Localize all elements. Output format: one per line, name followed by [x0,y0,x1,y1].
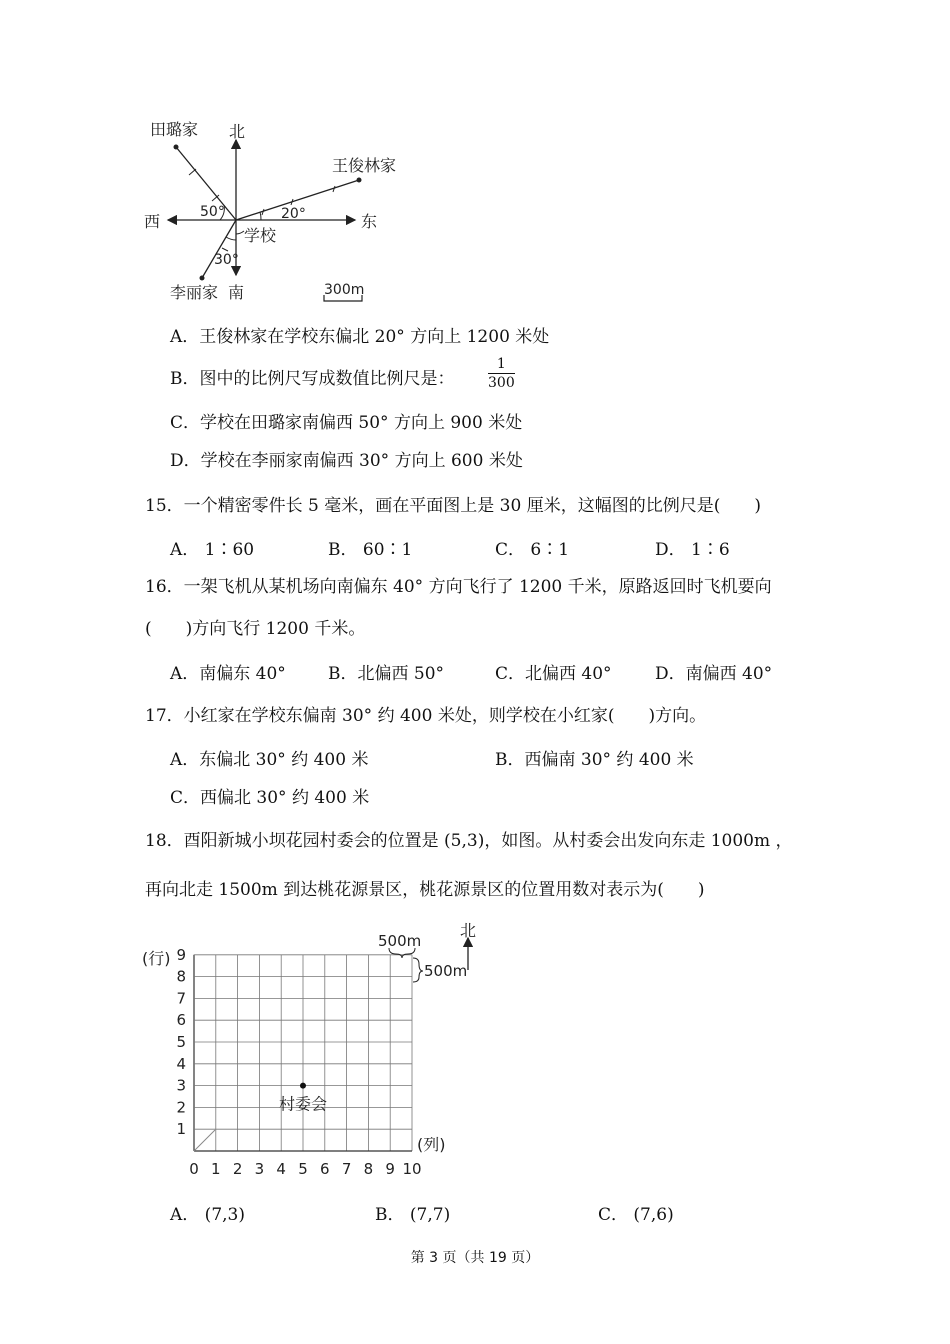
q14-option-d[interactable]: D．学校在李丽家南偏西 30° 方向上 600 米处 [170,451,523,471]
row-tick-label: 4 [176,1054,186,1073]
q14-option-b[interactable]: B．图中的比例尺写成数值比例尺是： [170,369,455,389]
q16-option-c[interactable]: C．北偏西 40° [495,664,612,684]
column-tick-label: 3 [254,1160,265,1178]
label-angle-50: 50° [200,204,225,220]
column-tick-label: 1 [211,1160,221,1178]
compass-figure [140,115,420,310]
row-tick-label: 6 [176,1011,186,1030]
tick [189,169,196,175]
row-tick-label: 1 [176,1120,186,1139]
wangjunlin-dot [357,178,362,183]
angle-arc-school [236,231,244,234]
label-scale: 300m [324,282,365,298]
q18-option-b[interactable]: B． (7,7) [375,1205,451,1225]
label-wangjunlin: 王俊林家 [332,156,397,175]
row-tick-labels [176,946,186,1138]
fraction-denominator: 300 [488,375,515,391]
q16-option-d[interactable]: D．南偏西 40° [655,664,773,684]
q17-option-c[interactable]: C．西偏北 30° 约 400 米 [170,788,370,808]
tick [222,248,228,251]
village-committee-point [300,1083,306,1089]
column-tick-label: 2 [232,1160,243,1178]
q17-stem: 17．小红家在学校东偏南 30° 约 400 米处，则学校在小红家( )方向。 [145,706,707,726]
fraction-numerator: 1 [488,356,515,374]
q18-stem-line2: 再向北走 1500m 到达桃花源景区，桃花源景区的位置用数对表示为( ) [145,880,705,900]
q16-stem-line1: 16．一架飞机从某机场向南偏东 40° 方向飞行了 1200 千米，原路返回时飞机要向 [145,577,772,597]
label-grid-north: 北 [460,921,477,940]
q15-option-b[interactable]: B． 60∶1 [328,540,413,560]
q14-option-c[interactable]: C．学校在田璐家南偏西 50° 方向上 900 米处 [170,413,523,433]
q14-option-b-fraction [488,356,515,391]
page-footer: 第 3 页（共 19 页） [410,1250,540,1266]
row-tick-label: 3 [176,1076,186,1095]
column-tick-labels [189,1160,421,1178]
coordinate-grid-figure [138,918,483,1183]
q15-option-d[interactable]: D． 1∶6 [655,540,730,560]
column-tick-label: 6 [320,1160,330,1178]
ray-lili [202,220,236,278]
label-lili: 李丽家 [170,283,219,302]
tianlu-dot [174,145,179,150]
label-village-committee: 村委会 [279,1094,328,1114]
label-scale-horizontal: 500m [378,932,422,950]
column-tick-label: 7 [341,1160,352,1178]
q18-stem-line1: 18．酉阳新城小坝花园村委会的位置是 (5,3)，如图。从村委会出发向东走 1000m ， [145,831,793,851]
row-tick-label: 7 [176,989,186,1008]
column-tick-label: 9 [385,1160,395,1178]
column-tick-label: 8 [363,1160,374,1178]
q18-option-c[interactable]: C． (7,6) [598,1205,674,1225]
q15-stem: 15．一个精密零件长 5 毫米，画在平面图上是 30 厘米，这幅图的比例尺是( ) [145,496,761,516]
label-angle-30: 30° [214,252,239,268]
q16-option-a[interactable]: A．南偏东 40° [170,664,286,684]
q15-option-c[interactable]: C． 6∶1 [495,540,570,560]
column-tick-label: 5 [298,1160,308,1178]
origin-diagonal [194,1130,215,1151]
q16-stem-line2: ( )方向飞行 1200 千米。 [145,619,366,639]
label-west: 西 [144,212,161,231]
row-tick-label: 8 [176,967,186,986]
label-east: 东 [361,212,378,231]
column-tick-label: 10 [402,1160,422,1178]
lili-dot [200,276,205,281]
angle-arc-30 [226,237,236,240]
angle-arc-20 [260,212,261,220]
label-north: 北 [229,122,246,141]
q18-option-a[interactable]: A． (7,3) [170,1205,245,1225]
label-col-axis: (列) [417,1135,446,1154]
column-tick-label: 4 [276,1160,286,1178]
q16-option-b[interactable]: B．北偏西 50° [328,664,445,684]
label-school: 学校 [244,226,277,245]
row-tick-label: 2 [176,1098,186,1117]
label-angle-20: 20° [281,206,306,222]
q14-option-a[interactable]: A．王俊林家在学校东偏北 20° 方向上 1200 米处 [170,327,550,347]
row-tick-label: 9 [176,945,186,964]
scale-bracket-vertical [413,958,423,982]
q17-option-b[interactable]: B．西偏南 30° 约 400 米 [495,750,694,770]
label-row-axis: (行) [142,949,171,968]
label-tianlu: 田璐家 [150,120,199,139]
column-tick-label: 0 [189,1160,199,1178]
grid-lines [194,955,412,1151]
row-tick-label: 5 [176,1033,186,1051]
label-south: 南 [228,283,245,302]
q15-option-a[interactable]: A． 1∶60 [170,540,255,560]
q17-option-a[interactable]: A．东偏北 30° 约 400 米 [170,750,369,770]
label-scale-vertical: 500m [424,962,468,980]
